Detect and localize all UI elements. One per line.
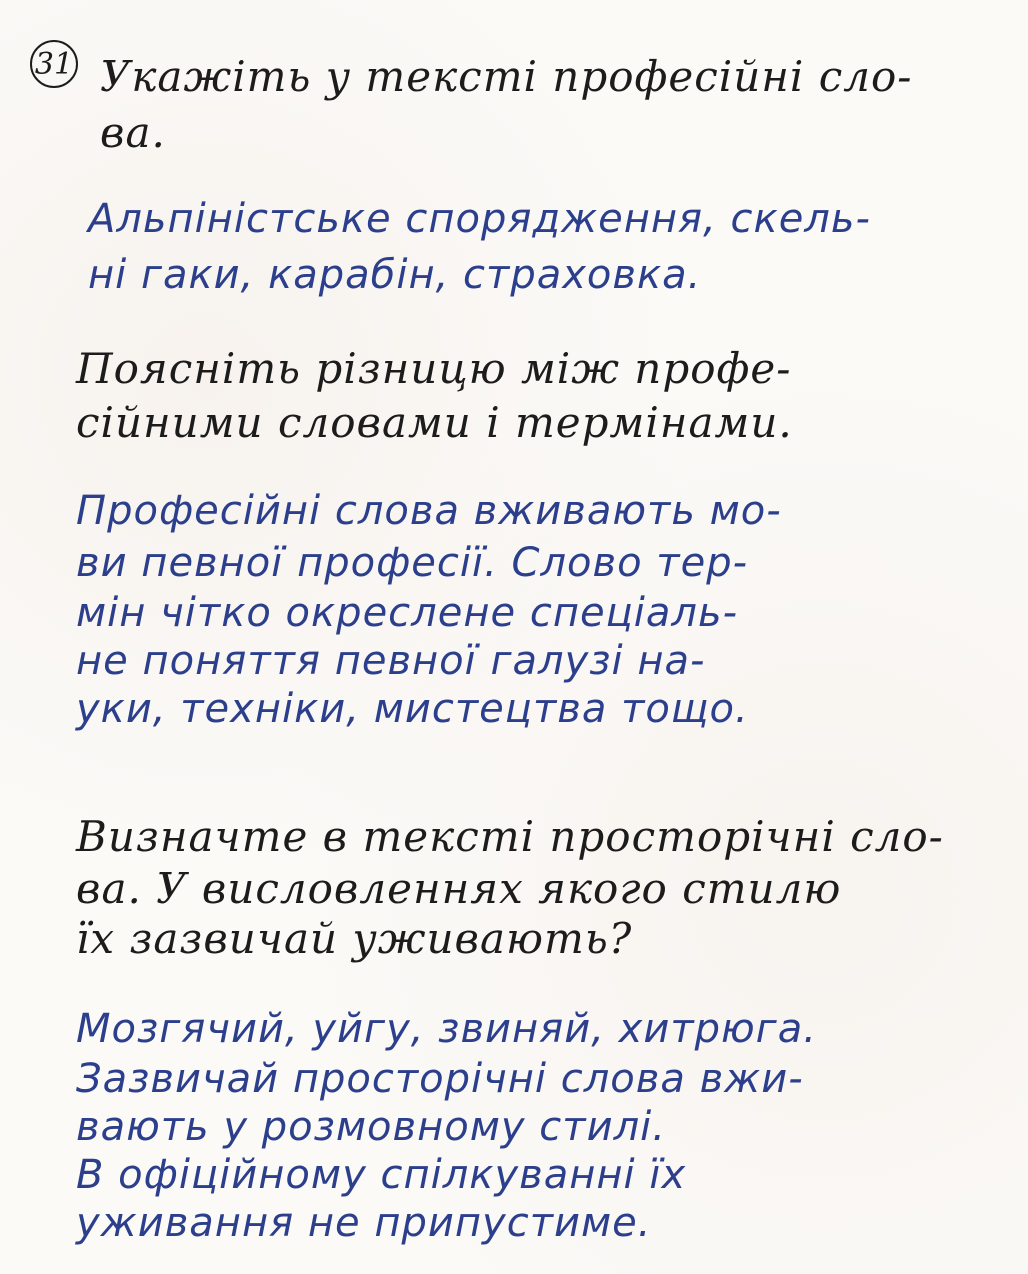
answer2-line-2: ви певної професії. Слово тер- [76,540,749,586]
answer2-line-3: мін чітко окреслене спеціаль- [76,590,739,636]
answer3-line-2: Зазвичай просторічні слова вжи- [76,1056,804,1102]
answer3-line-3: вають у розмовному стилі. [76,1104,666,1150]
answer2-line-1: Професійні слова вживають мо- [76,488,782,534]
answer3-line-1: Мозгячий, уйгу, звиняй, хитрюга. [76,1006,817,1052]
answer3-line-5: уживання не припустиме. [76,1200,652,1246]
exercise-number-circle [30,40,78,88]
answer1-line-2: ні гаки, карабін, страховка. [88,252,702,298]
task1-line-2: ва. [100,108,166,157]
task3-line-2: ва. У висловленнях якого стилю [76,864,842,913]
answer2-line-5: уки, техніки, мистецтва тощо. [76,686,749,732]
answer3-line-4: В офіційному спілкуванні їх [76,1152,687,1198]
task2-line-1: Поясніть різницю між профе- [76,344,792,393]
task1-line-1: Укажіть у тексті професійні сло- [100,52,913,101]
exercise-number: 31 [34,46,74,82]
answer2-line-4: не поняття певної галузі на- [76,638,706,684]
task2-line-2: сійними словами і термінами. [76,398,793,447]
answer1-line-1: Альпіністське спорядження, скель- [88,196,871,242]
task3-line-1: Визначте в тексті просторічні сло- [76,812,944,861]
task3-line-3: їх зазвичай уживають? [76,914,633,963]
